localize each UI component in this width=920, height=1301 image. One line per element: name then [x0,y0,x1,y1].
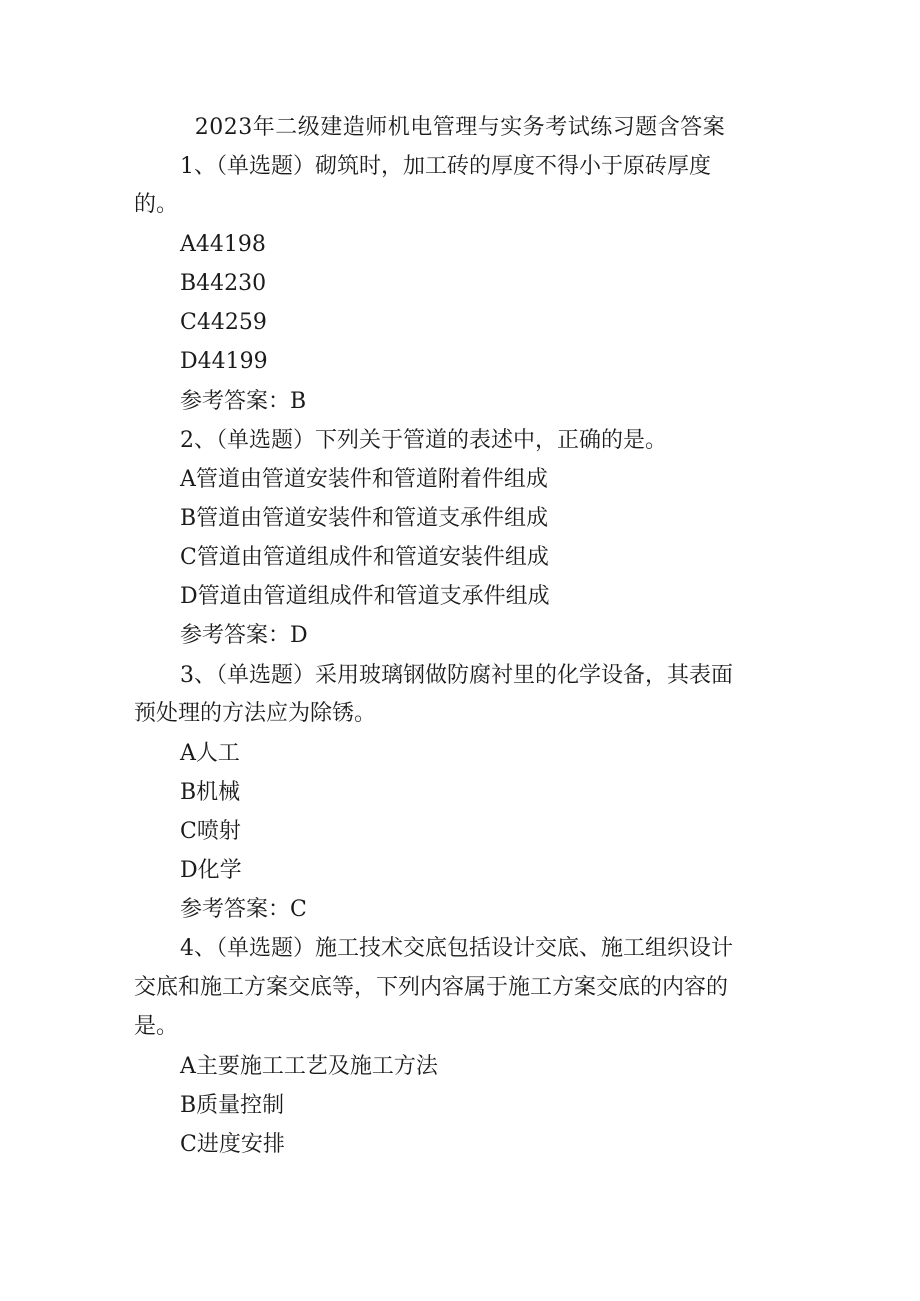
question-4-text: 4、（单选题）施工技术交底包括设计交底、施工组织设计 [180,936,733,961]
question-3-text: 3、（单选题）采用玻璃钢做防腐衬里的化学设备，其表面 [180,663,733,688]
question-3-text-cont: 预处理的方法应为除锈。 [134,701,377,726]
question-2-option-d: D管道由管道组成件和管道支承件组成 [180,584,550,609]
question-4-option-c: C进度安排 [180,1132,285,1157]
question-4-option-a: A主要施工工艺及施工方法 [180,1054,438,1079]
question-2-text: 2、（单选题）下列关于管道的表述中，正确的是。 [180,428,667,453]
question-1-text: 1、（单选题）砌筑时，加工砖的厚度不得小于原砖厚度 [180,154,711,179]
question-3-option-d: D化学 [180,858,242,883]
question-2-option-b: B管道由管道安装件和管道支承件组成 [180,506,549,531]
question-3-option-b: B机械 [180,780,241,805]
question-1-option-b: B44230 [180,271,267,296]
question-1-text-cont: 的。 [134,192,179,217]
question-2-answer: 参考答案：D [180,623,308,648]
question-1-answer: 参考答案：B [180,389,307,414]
question-3-option-a: A人工 [180,741,240,766]
question-4-text-cont-2: 是。 [134,1014,179,1039]
question-2-option-c: C管道由管道组成件和管道安装件组成 [180,545,549,570]
question-1-option-d: D44199 [180,349,268,374]
question-1-option-a: A44198 [180,232,266,257]
question-2-option-a: A管道由管道安装件和管道附着件组成 [180,467,548,492]
question-3-answer: 参考答案：C [180,897,307,922]
document-title: 2023年二级建造师机电管理与实务考试练习题含答案 [194,115,726,140]
question-3-option-c: C喷射 [180,819,241,844]
question-1-option-c: C44259 [180,310,267,335]
question-4-option-b: B质量控制 [180,1093,285,1118]
question-4-text-cont: 交底和施工方案交底等，下列内容属于施工方案交底的内容的 [134,975,729,1000]
